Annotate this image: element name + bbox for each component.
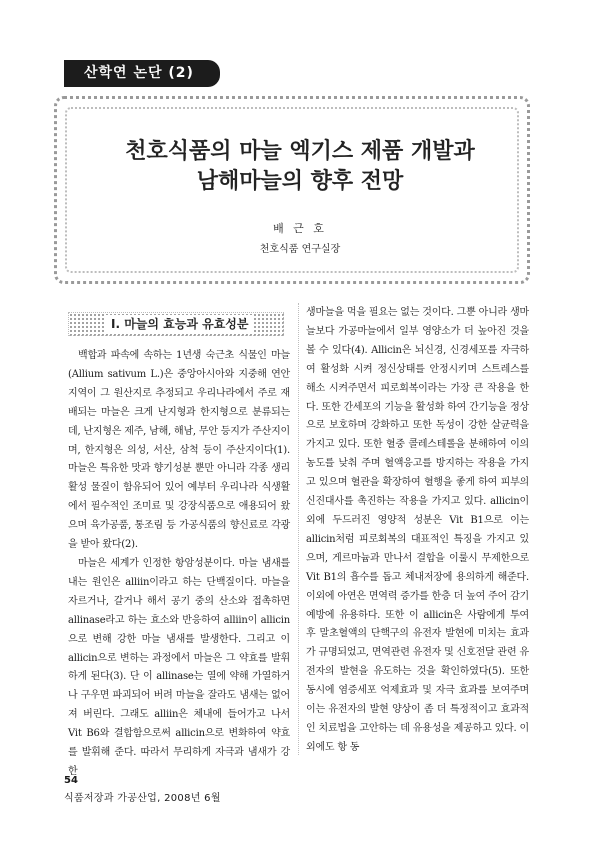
body-column-left <box>68 347 290 782</box>
body-paragraph: 백합과 파속에 속하는 1년생 숙근초 식물인 마늘(Allium sativum L.)은 중앙아시아와 지중해 연안 지역이 그 원산지로 추정되고 우리나라에서 주로 재배되는 마늘은 크게 난지형과 한지형으로 분류되는데, 난지형은 제주, 남해, 해남, 무안 등지가 주산지이며, 한지형은 의성, 서산, 삼척 등이 주산지이다(1). 마늘은 특유한 맛과 향기성분 뿐만 아니라 각종 생리 활성 물질이 함유되어 있어 예부터 우리나라 식생활에서 필수적인 조미료 및 강장식품으로 애용되어 왔으며 육가공품, 통조림 등 가공식품의 향신료로 각광을 받아 왔다(2). <box>68 350 290 551</box>
section-heading: Ⅰ. 마늘의 효능과 유효성분 <box>105 315 254 332</box>
article-title-line-1: 천호식품의 마늘 엑기스 제품 개발과 <box>125 139 475 164</box>
body-paragraph: 마늘은 세계가 인정한 항암성분이다. 마늘 냄새를 내는 원인은 alliin이라고 하는 단백질이다. 마늘을 자르거나, 갈거나 해서 공기 중의 산소와 접촉하면 allinase라고 하는 효소와 반응하여 alliin이 allicin으로 변해 강한 마늘 냄새를 발생한다. 그리고 이 allicin으로 변하는 과정에서 마늘은 그 약효를 발휘하게 된다(3). 단 이 allinase는 열에 약해 가열하거나 구우면 파괴되어 버려 마늘을 잘라도 냄새는 없어져 버린다. 그래도 alliin은 체내에 들어가고 나서 Vit B6와 결합함으로써 allicin으로 변화하여 약효를 발휘해 준다. 따라서 무리하게 자극과 냄새가 강한 <box>68 557 290 777</box>
body-paragraph: 생마늘을 먹을 필요는 없는 것이다. 그뿐 아니라 생마늘보다 가공마늘에서 일부 영양소가 더 높아진 것을 볼 수 있다(4). Allicin은 뇌신경, 신경세포를 자극하여 활성화 시켜 정신상태를 안정시키며 스트레스를 해소 시켜주면서 피로회복이라는 가장 큰 작용을 한다. 또한 간세포의 기능을 활성화 하여 간기능을 정상으로 보호하며 강화하고 또한 독성이 강한 살균력을 가지고 있다. 또한 혈중 콜레스테롤을 분해하여 이의 농도를 낮춰 주며 혈액응고를 방지하는 작용을 가지고 있으며 혈관을 확장하여 혈행을 좋게 하여 피부의 신진대사를 촉진하는 작용을 가지고 있다. allicin이외에 두드러진 영양적 성분은 Vit B1으로 이는 allicin처럼 피로회복의 대표적인 특징을 가지고 있으며, 게르마늄과 만나서 결합을 이룰시 무제한으로 Vit B1의 흡수를 돕고 체내저장에 용의하게 해준다. 이외에 아연은 면역력 증가를 한층 더 높여 주어 감기 예방에 유용하다. 또한 이 allicin은 사람에게 투여 후 말초혈액의 단핵구의 유전자 발현에 미치는 효과가 규명되었고, 면역관련 유전자 및 신호전달 관련 유전자의 발현을 유도하는 것을 확인하였다(5). 또한 동시에 염증세포 억제효과 및 자극 효과를 보여주며 이는 유전자의 발현 양상이 좀 더 특정적이고 효과적인 치료법을 고안하는 데 유용성을 제공하고 있다. 이외에도 항 동 <box>306 307 529 753</box>
article-title-line-2: 남해마늘의 향후 전망 <box>196 169 404 194</box>
author-name: 배 근 호 <box>273 222 327 235</box>
column-divider <box>298 303 300 755</box>
body-column-right <box>306 304 529 758</box>
journal-footer: 식품저장과 가공산업, 2008년 6월 <box>64 793 221 804</box>
author-affiliation: 천호식품 연구실장 <box>259 244 341 255</box>
section-heading-box <box>68 312 284 336</box>
page-number: 54 <box>64 775 78 786</box>
section-tab: 산학연 논단 (2) <box>64 60 220 87</box>
